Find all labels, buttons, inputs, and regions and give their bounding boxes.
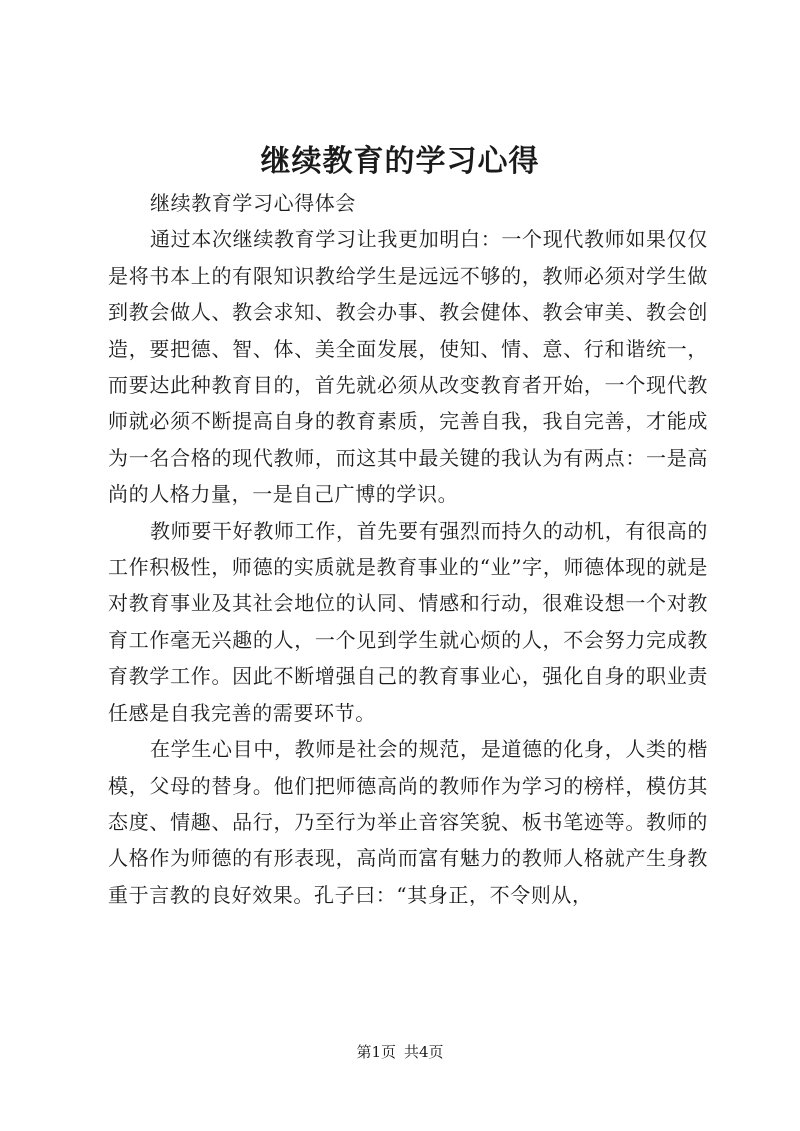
- page-total: 共4页: [404, 1043, 444, 1061]
- page-footer: [0, 1042, 800, 1062]
- document-title: 继续教育的学习心得: [260, 144, 540, 179]
- body-paragraph-1: 通过本次继续教育学习让我更加明白：一个现代教师如果仅仅是将书本上的有限知识教给学生是远远不够的，教师必须对学生做到教会做人、教会求知、教会办事、教会健体、教会审美、教会创造，要把德、智、体、美全面发展，使知、情、意、行和谐统一，而要达此种教育目的，首先就必须从改变教育者开始，一个现代教师就必须不断提高自身的教育素质，完善自我，我自完善，才能成为一名合格的现代教师，而这其中最关键的我认为有两点：一是高尚的人格力量，一是自己广博的学识。: [108, 227, 708, 507]
- body-paragraph-2: 教师要干好教师工作，首先要有强烈而持久的动机，有很高的工作积极性，师德的实质就是教育事业的“业”字，师德体现的就是对教育事业及其社会地位的认同、情感和行动，很难设想一个对教育工作毫无兴趣的人，一个见到学生就心烦的人，不会努力完成教育教学工作。因此不断增强自己的教育事业心，强化自身的职业责任感是自我完善的需要环节。: [108, 518, 708, 725]
- document-body: [108, 185, 708, 913]
- page-number: 第1页: [356, 1043, 396, 1061]
- subtitle-paragraph: 继续教育学习心得体会: [150, 191, 356, 215]
- body-paragraph-3: 在学生心目中，教师是社会的规范，是道德的化身，人类的楷模，父母的替身。他们把师德高尚的教师作为学习的榜样，模仿其态度、情趣、品行，乃至行为举止音容笑貌、板书笔迹等。教师的人格作为师德的有形表现，高尚而富有魅力的教师人格就产生身教重于言教的良好效果。孔子曰：“其身正，不令则从，: [108, 737, 708, 907]
